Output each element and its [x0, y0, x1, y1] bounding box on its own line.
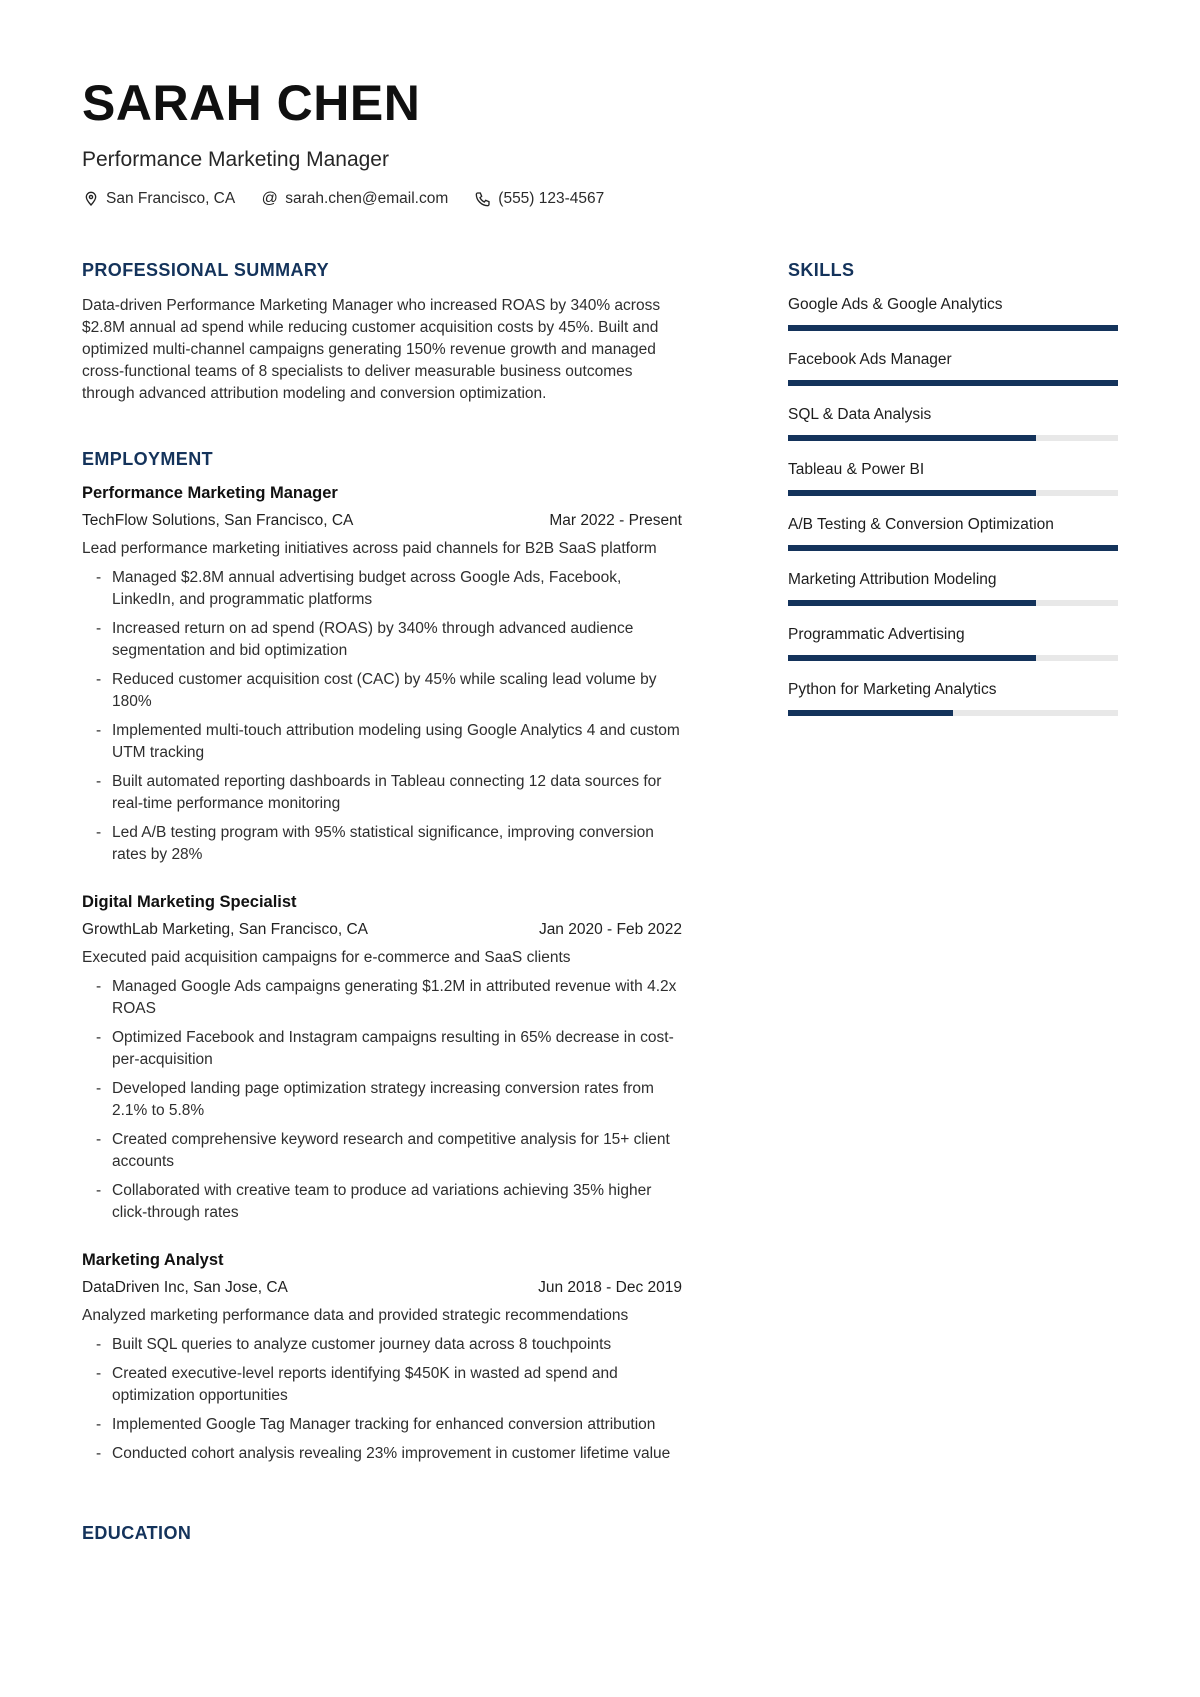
- job-bullet: - Collaborated with creative team to produce ad variations achieving 35% higher click-through rates: [82, 1180, 682, 1224]
- contact-email: [261, 190, 448, 208]
- job-entry: [82, 484, 682, 866]
- job-bullet: - Created comprehensive keyword research and competitive analysis for 15+ client accounts: [82, 1129, 682, 1173]
- skill-bar-fill: [788, 435, 1036, 441]
- skill-item: [788, 350, 1118, 386]
- skill-label: SQL & Data Analysis: [788, 406, 932, 423]
- skill-item: [788, 570, 1118, 606]
- job-description: Executed paid acquisition campaigns for e-commerce and SaaS clients: [82, 949, 571, 966]
- skill-bar-track: [788, 380, 1118, 386]
- job-company-row: [82, 1277, 682, 1299]
- job-company: GrowthLab Marketing, San Francisco, CA: [82, 921, 369, 938]
- skill-bar-fill: [788, 655, 1036, 661]
- job-bullets: [82, 567, 682, 866]
- summary-section: [82, 260, 682, 405]
- job-dates: Jun 2018 - Dec 2019: [538, 1279, 682, 1296]
- contact-email-text: sarah.chen@email.com: [285, 190, 449, 207]
- job-dates: Jan 2020 - Feb 2022: [538, 921, 682, 938]
- job-bullet: - Increased return on ad spend (ROAS) by 340% through advanced audience segmentation and bid optimization: [82, 618, 682, 662]
- contact-row: [82, 190, 1118, 208]
- person-name: SARAH CHEN: [82, 75, 421, 131]
- job-dates: Mar 2022 - Present: [549, 512, 682, 529]
- education-section: [82, 1523, 682, 1544]
- job-bullet: - Managed $2.8M annual advertising budget across Google Ads, Facebook, LinkedIn, and programmatic platforms: [82, 567, 682, 611]
- skill-bar-track: [788, 435, 1118, 441]
- job-company-row: [82, 510, 682, 532]
- skill-item: [788, 625, 1118, 661]
- main-column: [82, 260, 682, 1558]
- summary-heading: PROFESSIONAL SUMMARY: [82, 260, 330, 280]
- content-columns: [82, 260, 1118, 1558]
- jobs-list: [82, 484, 682, 1465]
- job-entry: [82, 1251, 682, 1465]
- job-bullet: - Built SQL queries to analyze customer journey data across 8 touchpoints: [82, 1334, 682, 1356]
- skills-list: [788, 295, 1118, 716]
- skill-bar-track: [788, 600, 1118, 606]
- contact-phone: [474, 190, 604, 208]
- job-title: Marketing Analyst: [82, 1251, 224, 1269]
- job-bullet: - Implemented Google Tag Manager tracking for enhanced conversion attribution: [82, 1414, 682, 1436]
- skill-label: A/B Testing & Conversion Optimization: [788, 516, 1054, 533]
- skill-bar-fill: [788, 600, 1036, 606]
- job-bullet: - Reduced customer acquisition cost (CAC) by 45% while scaling lead volume by 180%: [82, 669, 682, 713]
- contact-location: [82, 190, 235, 208]
- job-company: DataDriven Inc, San Jose, CA: [82, 1279, 288, 1296]
- job-bullets: [82, 1334, 682, 1465]
- job-title: Digital Marketing Specialist: [82, 893, 297, 911]
- skill-bar-fill: [788, 490, 1036, 496]
- job-bullet: - Created executive-level reports identifying $450K in wasted ad spend and optimization opportunities: [82, 1363, 682, 1407]
- contact-location-text: San Francisco, CA: [106, 190, 236, 207]
- skill-label: Python for Marketing Analytics: [788, 681, 997, 698]
- skill-label: Facebook Ads Manager: [788, 351, 952, 368]
- skill-bar-fill: [788, 545, 1118, 551]
- contact-phone-text: (555) 123-4567: [498, 190, 605, 207]
- job-bullet: - Built automated reporting dashboards in Tableau connecting 12 data sources for real-time performance monitoring: [82, 771, 682, 815]
- employment-section: [82, 449, 682, 1465]
- skill-bar-track: [788, 490, 1118, 496]
- job-bullet: - Conducted cohort analysis revealing 23% improvement in customer lifetime value: [82, 1443, 682, 1465]
- skills-heading: SKILLS: [788, 260, 855, 280]
- skills-section: [788, 260, 1118, 716]
- skill-bar-track: [788, 710, 1118, 716]
- skill-label: Programmatic Advertising: [788, 626, 965, 643]
- skill-item: [788, 460, 1118, 496]
- skill-label: Marketing Attribution Modeling: [788, 571, 997, 588]
- employment-heading: EMPLOYMENT: [82, 449, 214, 469]
- skill-item: [788, 515, 1118, 551]
- location-pin-icon: [82, 191, 99, 208]
- education-heading: EDUCATION: [82, 1523, 192, 1543]
- skill-item: [788, 295, 1118, 331]
- job-entry: [82, 893, 682, 1224]
- skill-label: Tableau & Power BI: [788, 461, 925, 478]
- skill-bar-track: [788, 325, 1118, 331]
- skill-bar-track: [788, 545, 1118, 551]
- sidebar-column: [788, 260, 1118, 1558]
- job-bullet: - Managed Google Ads campaigns generating $1.2M in attributed revenue with 4.2x ROAS: [82, 976, 682, 1020]
- job-description: Lead performance marketing initiatives across paid channels for B2B SaaS platform: [82, 540, 657, 557]
- phone-icon: [474, 191, 491, 208]
- skill-item: [788, 405, 1118, 441]
- skill-bar-fill: [788, 325, 1118, 331]
- job-title: Performance Marketing Manager: [82, 484, 338, 502]
- job-description: Analyzed marketing performance data and provided strategic recommendations: [82, 1307, 629, 1324]
- person-title: Performance Marketing Manager: [82, 148, 389, 171]
- job-bullet: - Implemented multi-touch attribution modeling using Google Analytics 4 and custom UTM tracking: [82, 720, 682, 764]
- job-bullet: - Developed landing page optimization strategy increasing conversion rates from 2.1% to 5.8%: [82, 1078, 682, 1122]
- email-at-icon: @: [261, 190, 278, 207]
- skill-label: Google Ads & Google Analytics: [788, 296, 1003, 313]
- summary-text: Data-driven Performance Marketing Manager who increased ROAS by 340% across $2.8M annual ad spend while reducing customer acquisition costs by 45%. Built and optimized multi-channel campaigns generating 150% revenue growth and managed cross-functional teams of 8 specialists to deliver measurable business outcomes through advanced attribution modeling and conversion optimization.: [82, 297, 661, 402]
- skill-item: [788, 680, 1118, 716]
- job-bullet: - Optimized Facebook and Instagram campaigns resulting in 65% decrease in cost-per-acquisition: [82, 1027, 682, 1071]
- skill-bar-fill: [788, 380, 1118, 386]
- skill-bar-track: [788, 655, 1118, 661]
- job-bullets: [82, 976, 682, 1224]
- job-company-row: [82, 919, 682, 941]
- job-company: TechFlow Solutions, San Francisco, CA: [82, 512, 354, 529]
- job-bullet: - Led A/B testing program with 95% statistical significance, improving conversion rates by 28%: [82, 822, 682, 866]
- skill-bar-fill: [788, 710, 953, 716]
